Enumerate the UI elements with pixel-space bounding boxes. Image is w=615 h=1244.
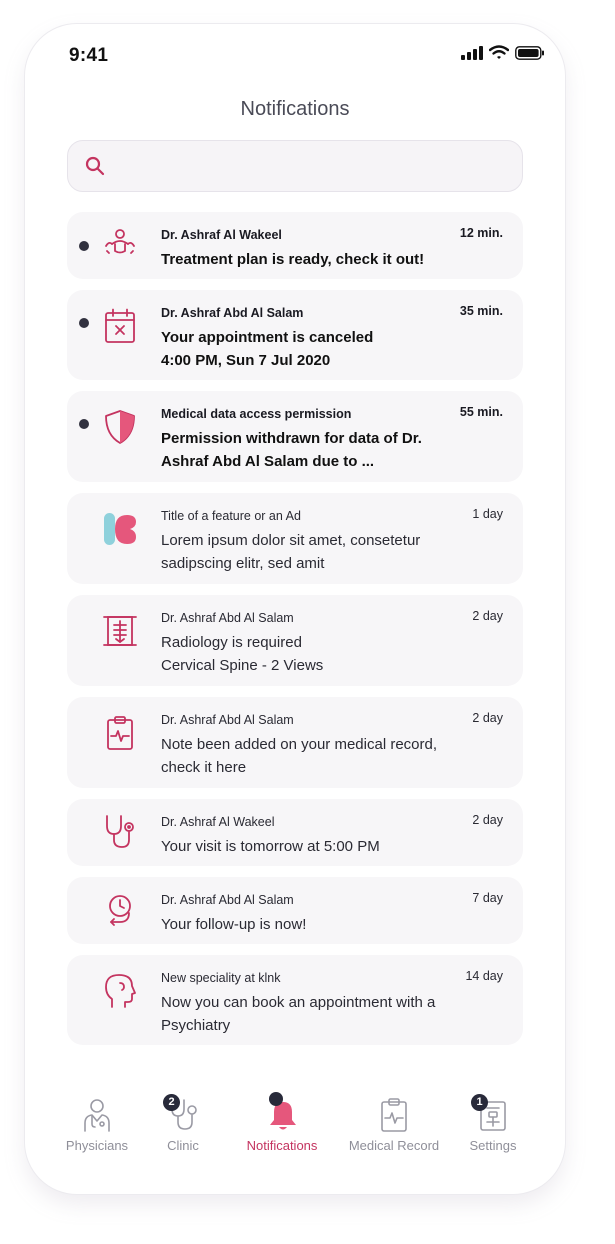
status-time: 9:41 [69,45,109,66]
notification-sender: Dr. Ashraf Al Wakeel [161,815,275,829]
search-input[interactable] [118,149,512,183]
system-icons [461,45,545,60]
search-bar[interactable] [67,140,523,192]
notification-line1: Permission withdrawn for data of Dr. [161,430,422,447]
notification-time: 7 day [472,891,503,905]
notification-line2: check it here [161,759,247,776]
notification-line1: Your appointment is canceled [161,329,374,346]
notification-line2: sadipscing elitr, sed amit [161,555,325,572]
tab-label: Physicians [65,1138,129,1153]
notification-line2: Ashraf Abd Al Salam due to ... [161,453,375,470]
tab-label: Clinic [167,1138,199,1153]
tab-label: Notifications [246,1138,318,1153]
notification-body [161,733,451,779]
notification-indicator-dot [269,1092,283,1106]
notification-item[interactable] [67,391,523,482]
notification-body [161,991,451,1037]
notification-sender: Dr. Ashraf Abd Al Salam [161,893,294,907]
clock-return-icon [103,892,137,928]
notification-line1: Treatment plan is ready, check it out! [161,251,425,268]
notification-sender: New speciality at klnk [161,971,281,985]
clinic-badge: 2 [163,1094,180,1111]
notification-line1: Note been added on your medical record, [161,736,438,753]
notification-time: 1 day [472,507,503,521]
notification-line1: Lorem ipsum dolor sit amet, consetetur [161,532,421,549]
notification-sender: Title of a feature or an Ad [161,509,301,523]
unread-dot [79,318,89,328]
tab-bar [25,1084,565,1164]
notification-sender: Dr. Ashraf Abd Al Salam [161,306,304,320]
notification-time: 12 min. [459,226,503,240]
battery-icon [515,46,545,60]
notification-item[interactable] [67,799,523,866]
phone-frame [25,24,565,1194]
notification-body [161,631,451,677]
notification-body [161,427,451,473]
tab-label: Medical Record [348,1138,440,1153]
notification-time: 14 day [465,969,503,983]
notification-line2: 4:00 PM, Sun 7 Jul 2020 [161,352,331,369]
physiotherapy-icon [103,229,137,265]
unread-dot [79,241,89,251]
notification-body [161,913,451,936]
notification-sender: Dr. Ashraf Abd Al Salam [161,713,294,727]
wifi-icon [489,45,509,60]
page-title: Notifications [240,98,350,120]
notification-line1: Your visit is tomorrow at 5:00 PM [161,838,380,855]
notification-time: 2 day [472,609,503,623]
shield-icon [103,409,137,445]
notification-line1: Radiology is required [161,634,302,651]
notification-body [161,248,451,271]
notification-sender: Medical data access permission [161,407,352,421]
notification-item[interactable] [67,212,523,279]
notification-item[interactable] [67,290,523,380]
settings-badge: 1 [471,1094,488,1111]
physician-icon [83,1098,111,1132]
search-icon [85,156,105,176]
head-icon [103,973,137,1009]
status-bar [25,24,565,88]
notification-sender: Dr. Ashraf Abd Al Salam [161,611,294,625]
klnk-logo-icon [103,511,137,547]
notification-time: 55 min. [459,405,503,419]
signal-icon [461,46,483,60]
notification-list [67,212,523,1056]
notification-body [161,835,451,858]
notification-item[interactable] [67,493,523,584]
notification-line1: Now you can book an appointment with a [161,994,436,1011]
stethoscope-icon [103,814,137,850]
notification-body [161,529,451,575]
notification-line2: Psychiatry [161,1017,231,1034]
notification-item[interactable] [67,955,523,1045]
notification-item[interactable] [67,697,523,788]
notification-time: 2 day [472,711,503,725]
clipboard-pulse-icon [380,1098,408,1132]
notification-time: 2 day [472,813,503,827]
unread-dot [79,419,89,429]
notification-time: 35 min. [459,304,503,318]
notification-item[interactable] [67,595,523,686]
clipboard-pulse-icon [103,715,137,751]
notification-item[interactable] [67,877,523,944]
notification-line1: Your follow-up is now! [161,916,307,933]
calendar-cancel-icon [103,308,137,344]
xray-icon [103,613,137,649]
tab-label: Settings [469,1138,517,1153]
notification-sender: Dr. Ashraf Al Wakeel [161,228,282,242]
notification-line2: Cervical Spine - 2 Views [161,657,324,674]
notification-body [161,326,451,372]
